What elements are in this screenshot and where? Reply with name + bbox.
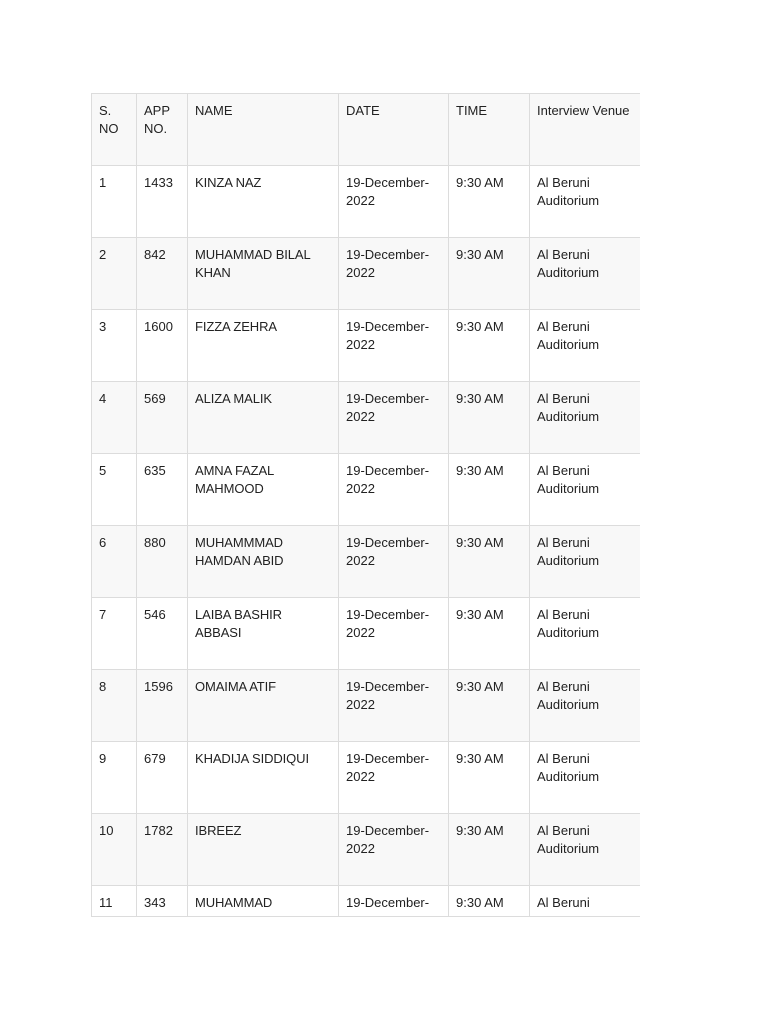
cell-sno: 2 <box>92 238 137 310</box>
table-row <box>92 742 641 814</box>
cell-sno: 4 <box>92 382 137 454</box>
cell-app-no: 1433 <box>137 166 188 238</box>
cell-time: 9:30 AM <box>449 814 530 886</box>
cell-name: KINZA NAZ <box>188 166 339 238</box>
cell-sno: 7 <box>92 598 137 670</box>
cell-venue: Al Beruni <box>530 886 641 918</box>
cell-sno: 8 <box>92 670 137 742</box>
cell-date: 19-December-2022 <box>339 238 449 310</box>
header-app-no: APP NO. <box>137 94 188 166</box>
cell-app-no: 880 <box>137 526 188 598</box>
table-row <box>92 238 641 310</box>
table-row <box>92 310 641 382</box>
cell-time: 9:30 AM <box>449 166 530 238</box>
cell-time: 9:30 AM <box>449 742 530 814</box>
table-row <box>92 166 641 238</box>
table-row <box>92 382 641 454</box>
cell-sno: 10 <box>92 814 137 886</box>
cell-venue: Al Beruni Auditorium <box>530 670 641 742</box>
cell-venue: Al Beruni Auditorium <box>530 382 641 454</box>
header-name: NAME <box>188 94 339 166</box>
cell-venue: Al Beruni Auditorium <box>530 598 641 670</box>
cell-app-no: 679 <box>137 742 188 814</box>
table-row <box>92 526 641 598</box>
cell-venue: Al Beruni Auditorium <box>530 310 641 382</box>
cell-name: IBREEZ <box>188 814 339 886</box>
cell-date: 19-December-2022 <box>339 598 449 670</box>
cell-date: 19-December-2022 <box>339 814 449 886</box>
table-row <box>92 814 641 886</box>
cell-date: 19-December-2022 <box>339 166 449 238</box>
cell-date: 19-December-2022 <box>339 382 449 454</box>
table-row <box>92 670 641 742</box>
cell-name: FIZZA ZEHRA <box>188 310 339 382</box>
cell-sno: 9 <box>92 742 137 814</box>
table-body <box>92 166 641 918</box>
cell-name: MUHAMMAD <box>188 886 339 918</box>
cell-app-no: 635 <box>137 454 188 526</box>
cell-sno: 1 <box>92 166 137 238</box>
header-sno: S. NO <box>92 94 137 166</box>
header-date: DATE <box>339 94 449 166</box>
cell-date: 19-December- <box>339 886 449 918</box>
cell-app-no: 1782 <box>137 814 188 886</box>
cell-time: 9:30 AM <box>449 454 530 526</box>
cell-date: 19-December-2022 <box>339 742 449 814</box>
cell-date: 19-December-2022 <box>339 670 449 742</box>
cell-app-no: 1596 <box>137 670 188 742</box>
table-row <box>92 598 641 670</box>
cell-name: KHADIJA SIDDIQUI <box>188 742 339 814</box>
cell-sno: 5 <box>92 454 137 526</box>
cell-time: 9:30 AM <box>449 310 530 382</box>
table-header-row <box>92 94 641 166</box>
cell-date: 19-December-2022 <box>339 454 449 526</box>
header-venue: Interview Venue <box>530 94 641 166</box>
cell-name: ALIZA MALIK <box>188 382 339 454</box>
cell-time: 9:30 AM <box>449 598 530 670</box>
table-row <box>92 886 641 918</box>
interview-schedule-table-container <box>91 93 640 917</box>
cell-venue: Al Beruni Auditorium <box>530 526 641 598</box>
cell-venue: Al Beruni Auditorium <box>530 742 641 814</box>
cell-app-no: 842 <box>137 238 188 310</box>
cell-time: 9:30 AM <box>449 886 530 918</box>
cell-time: 9:30 AM <box>449 526 530 598</box>
cell-name: LAIBA BASHIR ABBASI <box>188 598 339 670</box>
cell-venue: Al Beruni Auditorium <box>530 166 641 238</box>
cell-name: MUHAMMAD BILAL KHAN <box>188 238 339 310</box>
cell-venue: Al Beruni Auditorium <box>530 238 641 310</box>
cell-name: MUHAMMMAD HAMDAN ABID <box>188 526 339 598</box>
table-row <box>92 454 641 526</box>
cell-app-no: 1600 <box>137 310 188 382</box>
cell-sno: 6 <box>92 526 137 598</box>
cell-app-no: 343 <box>137 886 188 918</box>
cell-time: 9:30 AM <box>449 382 530 454</box>
header-time: TIME <box>449 94 530 166</box>
cell-sno: 11 <box>92 886 137 918</box>
cell-app-no: 546 <box>137 598 188 670</box>
cell-time: 9:30 AM <box>449 238 530 310</box>
cell-time: 9:30 AM <box>449 670 530 742</box>
cell-date: 19-December-2022 <box>339 526 449 598</box>
cell-sno: 3 <box>92 310 137 382</box>
interview-schedule-table <box>91 93 640 917</box>
cell-venue: Al Beruni Auditorium <box>530 454 641 526</box>
cell-name: OMAIMA ATIF <box>188 670 339 742</box>
cell-date: 19-December-2022 <box>339 310 449 382</box>
cell-venue: Al Beruni Auditorium <box>530 814 641 886</box>
cell-app-no: 569 <box>137 382 188 454</box>
cell-name: AMNA FAZAL MAHMOOD <box>188 454 339 526</box>
